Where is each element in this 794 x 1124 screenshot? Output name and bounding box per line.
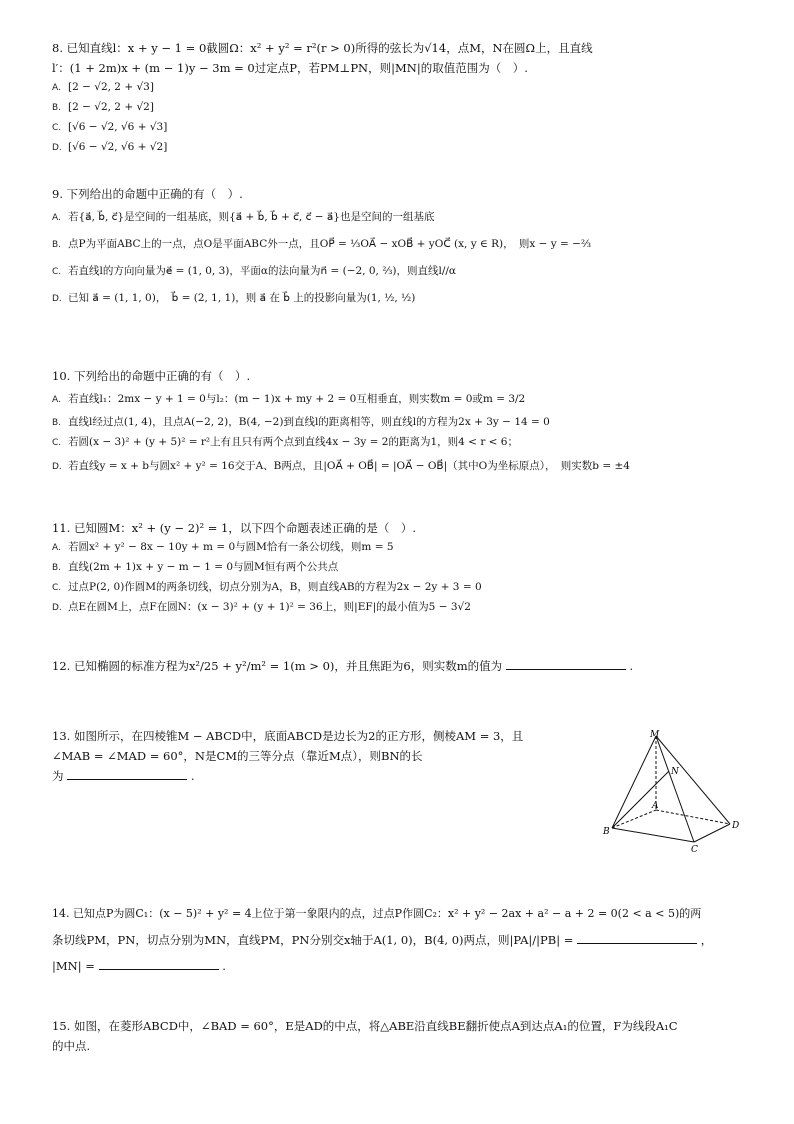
question-12-stem: 12. 已知椭圆的标准方程为x²/25 + y²/m² = 1(m > 0)，并且焦距为6，则实数m的值为 <box>52 659 503 673</box>
question-10-option-b: B. 直线l经过点(1, 4)，且点A(−2, 2)，B(4, −2)到直线l的距离相等，则直线l的方程为2x + 3y − 14 = 0 <box>52 416 550 428</box>
question-14-period: . <box>222 959 226 973</box>
label-c: C <box>691 845 698 854</box>
question-9-option-b: B. 点P为平面ABC上的一点，点O是平面ABC外一点，且OP⃗ = ⅓OA⃗ − xOB⃗ + yOC⃗ (x, y ∈ R)， 则x − y = −⅔ <box>52 238 592 250</box>
question-11-option-a: A. 若圆x² + y² − 8x − 10y + m = 0与圆M恰有一条公切线，则m = 5 <box>52 541 394 553</box>
pyramid-figure <box>598 728 748 854</box>
question-13 <box>52 726 572 786</box>
edge-mc <box>656 736 694 842</box>
question-8-option-b: B. [2 − √2, 2 + √2] <box>52 101 154 113</box>
question-11-option-d: D. 点E在圆M上，点F在圆N：(x − 3)² + (y + 1)² = 36上，则|EF|的最小值为5 − 3√2 <box>52 601 471 613</box>
segment-bn <box>612 771 669 828</box>
edge-cd <box>694 824 730 842</box>
question-8-option-d: D. [√6 − √2, √6 + √2] <box>52 141 168 153</box>
question-8-option-a: A. [2 − √2, 2 + √3] <box>52 81 154 93</box>
edge-mb <box>612 736 656 828</box>
question-14-comma: ， <box>700 933 713 947</box>
question-13-line2: ∠MAB = ∠MAD = 60°，N是CM的三等分点（靠近M点），则BN的长 <box>52 749 423 763</box>
question-14-answer-blank-2[interactable] <box>99 957 219 970</box>
question-14-line3: |MN| = <box>52 959 95 973</box>
question-11 <box>52 518 752 618</box>
question-15-line1: 15. 如图，在菱形ABCD中，∠BAD = 60°，E是AD的中点，将△ABE沿直线BE翻折使点A到达点A₁的位置，F为线段A₁C <box>52 1019 678 1033</box>
label-a: A <box>652 801 659 811</box>
question-11-option-c: C. 过点P(2, 0)作圆M的两条切线，切点分别为A，B，则直线AB的方程为2x − 2y + 3 = 0 <box>52 581 482 593</box>
label-d: D <box>732 821 740 831</box>
question-10 <box>52 366 752 480</box>
question-13-answer-blank[interactable] <box>67 767 187 780</box>
edge-ad <box>656 810 730 824</box>
question-8-option-c: C. [√6 − √2, √6 + √3] <box>52 121 168 133</box>
question-9-option-a: A. 若{a⃗, b⃗, c⃗}是空间的一组基底，则{a⃗ + b⃗, b⃗ + c⃗, c⃗ − a⃗}也是空间的一组基底 <box>52 211 435 223</box>
question-10-option-d: D. 若直线y = x + b与圆x² + y² = 16交于A、B两点，且|OA⃗ + OB⃗| = |OA⃗ − OB⃗|（其中O为坐标原点）， 则实数b = ±4 <box>52 460 630 472</box>
question-12 <box>52 656 752 676</box>
question-9 <box>52 184 752 312</box>
question-8-stem-line2: l′：(1 + 2m)x + (m − 1)y − 3m = 0过定点P，若PM⊥PN，则|MN|的取值范围为（ ）. <box>52 61 528 75</box>
question-14 <box>52 904 752 976</box>
question-15 <box>52 1016 752 1056</box>
question-13-line1: 13. 如图所示，在四棱锥M − ABCD中，底面ABCD是边长为2的正方形，侧棱AM = 3，且 <box>52 729 524 743</box>
question-9-option-d: D. 已知 a⃗ = (1, 1, 0)， b⃗ = (2, 1, 1)，则 a⃗ 在 b⃗ 上的投影向量为(1, ½, ½) <box>52 292 416 304</box>
question-15-line2: 的中点. <box>52 1039 91 1053</box>
edge-md <box>656 736 730 824</box>
question-11-option-b: B. 直线(2m + 1)x + y − m − 1 = 0与圆M恒有两个公共点 <box>52 561 339 573</box>
question-10-option-c: C. 若圆(x − 3)² + (y + 5)² = r²上有且只有两个点到直线4x − 3y = 2的距离为1，则4 < r < 6； <box>52 436 518 448</box>
label-b: B <box>603 827 610 837</box>
edge-bc <box>612 828 694 842</box>
edge-ab <box>612 810 656 828</box>
question-12-period: . <box>629 659 634 673</box>
question-10-stem: 10. 下列给出的命题中正确的有（ ）. <box>52 369 251 383</box>
question-14-line2: 条切线PM，PN，切点分别为MN，直线PM，PN分别交x轴于A(1, 0)，B(4, 0)两点，则|PA|/|PB| = <box>52 933 574 947</box>
question-13-line3: 为 <box>52 769 64 783</box>
question-14-line1: 14. 已知点P为圆C₁：(x − 5)² + y² = 4上位于第一象限内的点，过点P作圆C₂：x² + y² − 2ax + a² − a + 2 = 0(2 < a < 5)的两 <box>52 907 702 920</box>
question-11-stem: 11. 已知圆M：x² + (y − 2)² = 1，以下四个命题表述正确的是（ ）. <box>52 521 417 535</box>
question-9-option-c: C. 若直线l的方向向量为e⃗ = (1, 0, 3)，平面α的法向量为n⃗ = (−2, 0, ⅔)，则直线l//α <box>52 265 456 277</box>
question-8-stem-line1: 8. 已知直线l：x + y − 1 = 0截圆Ω：x² + y² = r²(r > 0)所得的弦长为√14，点M，N在圆Ω上，且直线 <box>52 41 593 55</box>
label-n: N <box>671 767 679 777</box>
label-m: M <box>650 730 660 740</box>
question-9-stem: 9. 下列给出的命题中正确的有（ ）. <box>52 187 243 201</box>
question-10-option-a: A. 若直线l₁：2mx − y + 1 = 0与l₂：(m − 1)x + my + 2 = 0互相垂直，则实数m = 0或m = 3/2 <box>52 393 526 405</box>
question-8 <box>52 38 752 158</box>
question-14-answer-blank-1[interactable] <box>577 931 697 944</box>
question-13-period: . <box>190 769 195 783</box>
question-12-answer-blank[interactable] <box>506 657 626 670</box>
